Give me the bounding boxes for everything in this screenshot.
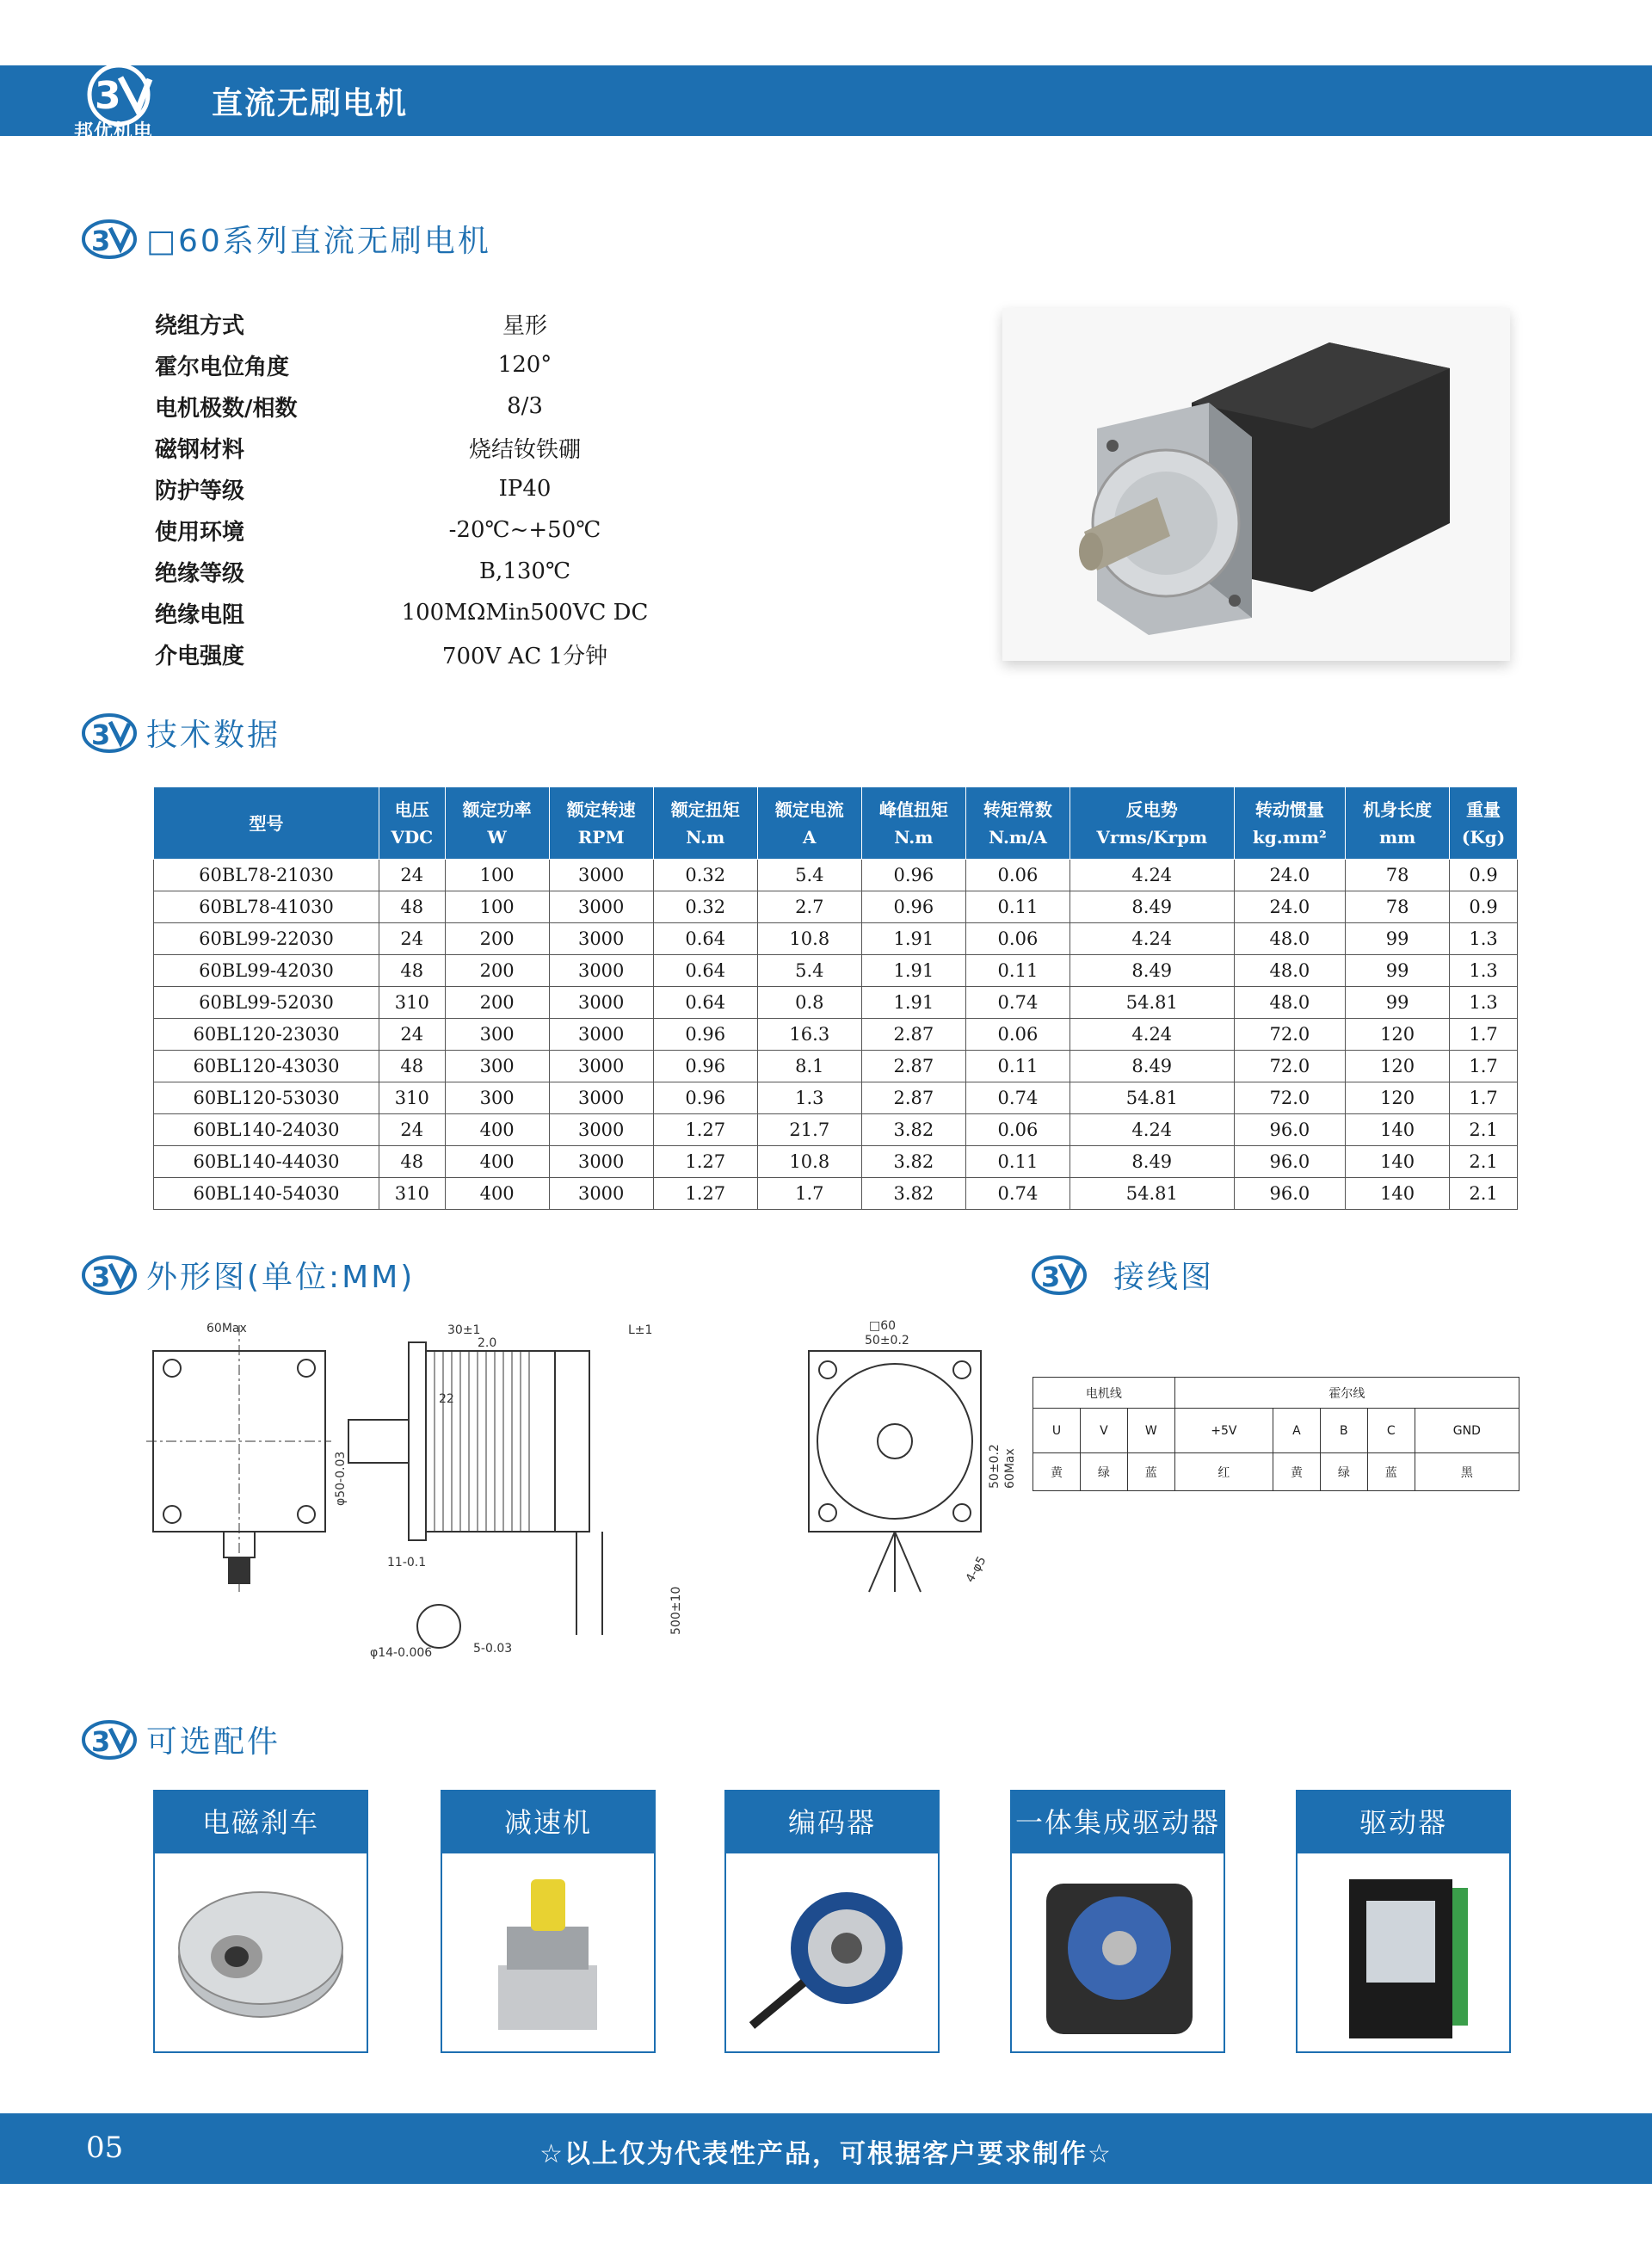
table-cell: 3000	[549, 987, 653, 1019]
table-cell: 0.11	[965, 891, 1069, 923]
logo-icon	[1029, 1254, 1089, 1297]
table-cell: 72.0	[1234, 1051, 1345, 1082]
table-cell: 3000	[549, 923, 653, 955]
table-cell: 96.0	[1234, 1146, 1345, 1178]
table-cell: 54.81	[1069, 1082, 1234, 1114]
table-header-cell: 转动惯量 kg.mm²	[1234, 787, 1345, 860]
section-title-series: 3 □60系列直流无刷电机	[79, 217, 491, 261]
table-cell: 1.7	[757, 1178, 861, 1210]
motor-image	[1002, 308, 1510, 661]
spec-row: 介电强度 700V AC 1分钟	[155, 643, 608, 669]
table-cell: 400	[445, 1178, 549, 1210]
accessory-card-encoder[interactable]: 编码器	[724, 1790, 940, 2053]
table-cell: 310	[379, 1082, 446, 1114]
table-cell: 3000	[549, 1178, 653, 1210]
table-cell: 200	[445, 923, 549, 955]
dim-30: 30±1	[447, 1323, 481, 1337]
table-cell: 24.0	[1234, 860, 1345, 891]
table-cell: 0.11	[965, 1051, 1069, 1082]
table-cell: 3000	[549, 1051, 653, 1082]
wiring-color: 绿	[1320, 1453, 1367, 1491]
table-header-cell: 峰值扭矩 N.m	[861, 787, 965, 860]
table-cell: 60BL99-22030	[154, 923, 379, 955]
dim-60y: 60Max	[1003, 1448, 1017, 1489]
table-cell: 400	[445, 1114, 549, 1146]
table-cell: 300	[445, 1019, 549, 1051]
svg-text:3: 3	[91, 718, 111, 751]
table-cell: 48.0	[1234, 955, 1345, 987]
table-cell: 4.24	[1069, 1114, 1234, 1146]
table-cell: 48.0	[1234, 923, 1345, 955]
table-cell: 60BL140-54030	[154, 1178, 379, 1210]
table-cell: 60BL99-52030	[154, 987, 379, 1019]
footer-note: ☆以上仅为代表性产品，可根据客户要求制作☆	[539, 2139, 1113, 2169]
wiring-pin: W	[1127, 1409, 1174, 1453]
table-cell: 99	[1346, 987, 1450, 1019]
table-cell: 48	[379, 1051, 446, 1082]
table-cell: 10.8	[757, 1146, 861, 1178]
dim-50: φ50-0.03	[334, 1451, 348, 1506]
spec-row: 绝缘电阻 100MΩMin500VC DC	[155, 600, 649, 628]
svg-text:3: 3	[1041, 1260, 1061, 1293]
table-cell: 3000	[549, 891, 653, 923]
table-cell: 0.74	[965, 1178, 1069, 1210]
wiring-pin: V	[1080, 1409, 1127, 1453]
spec-row: 磁钢材料 烧结钕铁硼	[155, 436, 581, 463]
spec-row: 绕组方式 星形	[155, 312, 547, 339]
driver-image	[1298, 1853, 1509, 2051]
wiring-pin: +5V	[1174, 1409, 1273, 1453]
table-cell: 3000	[549, 1082, 653, 1114]
table-cell: 1.7	[1450, 1082, 1518, 1114]
table-cell: 4.24	[1069, 1019, 1234, 1051]
dim-14: φ14-0.006	[370, 1646, 433, 1660]
table-cell: 0.32	[653, 860, 757, 891]
table-cell: 2.1	[1450, 1146, 1518, 1178]
table-cell: 60BL140-44030	[154, 1146, 379, 1178]
table-cell: 99	[1346, 955, 1450, 987]
table-cell: 8.49	[1069, 891, 1234, 923]
table-cell: 60BL120-53030	[154, 1082, 379, 1114]
table-cell: 3.82	[861, 1178, 965, 1210]
table-cell: 0.06	[965, 860, 1069, 891]
wiring-color: 黄	[1033, 1453, 1081, 1491]
table-row	[154, 987, 1518, 1019]
wiring-color: 蓝	[1367, 1453, 1415, 1491]
table-cell: 8.49	[1069, 1146, 1234, 1178]
table-cell: 16.3	[757, 1019, 861, 1051]
table-cell: 2.7	[757, 891, 861, 923]
table-cell: 1.27	[653, 1178, 757, 1210]
accessory-card-gearbox[interactable]: 减速机	[441, 1790, 656, 2053]
table-cell: 120	[1346, 1051, 1450, 1082]
table-cell: 1.7	[1450, 1051, 1518, 1082]
spec-table	[155, 303, 671, 675]
table-cell: 8.1	[757, 1051, 861, 1082]
table-row	[154, 1146, 1518, 1178]
table-cell: 24	[379, 860, 446, 891]
table-cell: 1.3	[757, 1082, 861, 1114]
spec-row: 防护等级 IP40	[155, 476, 552, 504]
table-header-cell: 重量 (Kg)	[1450, 787, 1518, 860]
table-cell: 300	[445, 1051, 549, 1082]
table-cell: 8.49	[1069, 955, 1234, 987]
table-cell: 0.9	[1450, 860, 1518, 891]
table-cell: 78	[1346, 860, 1450, 891]
table-cell: 1.91	[861, 955, 965, 987]
dim-L: L±1	[628, 1323, 653, 1337]
wiring-pin: B	[1320, 1409, 1367, 1453]
table-row	[154, 923, 1518, 955]
table-cell: 310	[379, 987, 446, 1019]
table-cell: 0.64	[653, 987, 757, 1019]
tech-data-table	[153, 786, 1518, 1210]
table-cell: 0.74	[965, 1082, 1069, 1114]
svg-text:3: 3	[91, 224, 111, 257]
header-title: 直流无刷电机	[212, 86, 409, 121]
table-cell: 200	[445, 955, 549, 987]
table-cell: 60BL99-42030	[154, 955, 379, 987]
table-cell: 1.3	[1450, 955, 1518, 987]
table-cell: 24	[379, 1114, 446, 1146]
spec-row: 霍尔电位角度 120°	[155, 352, 552, 380]
table-cell: 2.87	[861, 1051, 965, 1082]
table-cell: 1.7	[1450, 1019, 1518, 1051]
table-cell: 120	[1346, 1019, 1450, 1051]
table-cell: 3000	[549, 1146, 653, 1178]
table-row	[154, 1051, 1518, 1082]
spec-row: 绝缘等级 B,130℃	[155, 558, 571, 587]
encoder-image	[726, 1853, 938, 2051]
table-cell: 1.3	[1450, 923, 1518, 955]
dim-22: 22	[439, 1392, 454, 1406]
table-header-cell: 型号	[154, 787, 379, 860]
table-cell: 96.0	[1234, 1114, 1345, 1146]
accessory-card-driver[interactable]: 驱动器	[1296, 1790, 1511, 2053]
table-row	[154, 1114, 1518, 1146]
table-cell: 60BL120-23030	[154, 1019, 379, 1051]
wiring-color: 绿	[1080, 1453, 1127, 1491]
table-cell: 48	[379, 955, 446, 987]
spec-row: 电机极数/相数 8/3	[155, 393, 543, 422]
table-cell: 1.91	[861, 923, 965, 955]
table-header-cell: 电压 VDC	[379, 787, 446, 860]
wiring-pin: C	[1367, 1409, 1415, 1453]
table-cell: 3.82	[861, 1146, 965, 1178]
table-cell: 0.06	[965, 1019, 1069, 1051]
table-cell: 10.8	[757, 923, 861, 955]
wiring-color: 黄	[1273, 1453, 1321, 1491]
table-cell: 72.0	[1234, 1082, 1345, 1114]
table-cell: 1.27	[653, 1146, 757, 1178]
table-cell: 0.9	[1450, 891, 1518, 923]
wiring-pin: GND	[1415, 1409, 1519, 1453]
svg-text:3: 3	[91, 1724, 111, 1758]
table-cell: 60BL78-21030	[154, 860, 379, 891]
table-cell: 4.24	[1069, 860, 1234, 891]
table-cell: 140	[1346, 1114, 1450, 1146]
table-cell: 24.0	[1234, 891, 1345, 923]
page-number: 05	[86, 2131, 124, 2165]
table-header-cell: 额定功率 W	[445, 787, 549, 860]
table-cell: 0.8	[757, 987, 861, 1019]
dim-50x: 50±0.2	[865, 1334, 909, 1348]
table-cell: 140	[1346, 1146, 1450, 1178]
table-cell: 100	[445, 891, 549, 923]
table-row	[154, 1082, 1518, 1114]
wiring-color: 红	[1174, 1453, 1273, 1491]
table-cell: 99	[1346, 923, 1450, 955]
table-cell: 96.0	[1234, 1178, 1345, 1210]
motor-photo	[1002, 308, 1510, 661]
table-header-cell: 额定扭矩 N.m	[653, 787, 757, 860]
table-cell: 0.06	[965, 923, 1069, 955]
table-cell: 0.96	[653, 1082, 757, 1114]
logo-text: 邦优机电	[74, 121, 154, 143]
table-row	[154, 955, 1518, 987]
table-cell: 120	[1346, 1082, 1450, 1114]
table-cell: 0.06	[965, 1114, 1069, 1146]
table-cell: 0.96	[861, 860, 965, 891]
table-cell: 8.49	[1069, 1051, 1234, 1082]
table-cell: 0.11	[965, 1146, 1069, 1178]
table-cell: 0.11	[965, 955, 1069, 987]
integrated-driver-image	[1012, 1853, 1224, 2051]
table-cell: 4.24	[1069, 923, 1234, 955]
table-cell: 0.74	[965, 987, 1069, 1019]
wiring-pin: A	[1273, 1409, 1321, 1453]
logo-icon	[79, 1718, 139, 1761]
table-cell: 1.27	[653, 1114, 757, 1146]
dim-500: 500±10	[669, 1586, 683, 1635]
table-cell: 54.81	[1069, 1178, 1234, 1210]
table-cell: 140	[1346, 1178, 1450, 1210]
table-cell: 48.0	[1234, 987, 1345, 1019]
table-cell: 5.4	[757, 955, 861, 987]
table-cell: 72.0	[1234, 1019, 1345, 1051]
gearbox-image	[442, 1853, 654, 2051]
table-cell: 100	[445, 860, 549, 891]
table-cell: 54.81	[1069, 987, 1234, 1019]
table-cell: 3000	[549, 1019, 653, 1051]
table-cell: 24	[379, 1019, 446, 1051]
dim-5: 5-0.03	[473, 1642, 513, 1656]
svg-text:3: 3	[95, 74, 121, 118]
dim-sq60: □60	[869, 1319, 897, 1333]
dim-45: 4-φ5	[963, 1554, 989, 1585]
dim-50y: 50±0.2	[988, 1444, 1002, 1489]
table-header-row	[154, 787, 1518, 860]
dim-2: 2.0	[478, 1336, 497, 1350]
table-cell: 0.64	[653, 923, 757, 955]
table-cell: 3.82	[861, 1114, 965, 1146]
table-row	[154, 891, 1518, 923]
table-row	[154, 1019, 1518, 1051]
table-cell: 1.91	[861, 987, 965, 1019]
table-header-cell: 额定转速 RPM	[549, 787, 653, 860]
table-cell: 0.96	[653, 1019, 757, 1051]
table-cell: 5.4	[757, 860, 861, 891]
table-cell: 0.96	[653, 1051, 757, 1082]
table-cell: 2.87	[861, 1019, 965, 1051]
table-cell: 60BL120-43030	[154, 1051, 379, 1082]
section-title-tech: 3 技术数据	[79, 711, 280, 755]
brake-image	[155, 1853, 367, 2051]
section-title-accessories: 3 可选配件	[79, 1718, 280, 1761]
table-header-cell: 反电势 Vrms/Krpm	[1069, 787, 1234, 860]
table-cell: 21.7	[757, 1114, 861, 1146]
table-cell: 0.32	[653, 891, 757, 923]
table-cell: 0.96	[861, 891, 965, 923]
section-title-outline: 3 外形图(单位:MM)	[79, 1253, 415, 1297]
table-row	[154, 860, 1518, 891]
table-cell: 2.87	[861, 1082, 965, 1114]
logo-icon	[79, 218, 139, 261]
accessory-card-integrated-driver[interactable]: 一体集成驱动器	[1010, 1790, 1225, 2053]
table-row	[154, 1178, 1518, 1210]
table-cell: 24	[379, 923, 446, 955]
table-header-cell: 额定电流 A	[757, 787, 861, 860]
table-cell: 1.3	[1450, 987, 1518, 1019]
wiring-color: 蓝	[1127, 1453, 1174, 1491]
table-cell: 48	[379, 1146, 446, 1178]
table-cell: 310	[379, 1178, 446, 1210]
accessory-card-brake[interactable]: 电磁刹车	[153, 1790, 368, 2053]
table-cell: 200	[445, 987, 549, 1019]
svg-text:3: 3	[91, 1260, 111, 1293]
table-cell: 3000	[549, 955, 653, 987]
table-cell: 400	[445, 1146, 549, 1178]
spec-row: 使用环境 -20℃~+50℃	[155, 517, 601, 546]
logo-icon	[79, 1254, 139, 1297]
table-cell: 60BL78-41030	[154, 891, 379, 923]
wiring-color: 黑	[1415, 1453, 1519, 1491]
dim-width60: 60Max	[206, 1322, 247, 1335]
table-header-cell: 转矩常数 N.m/A	[965, 787, 1069, 860]
table-cell: 300	[445, 1082, 549, 1114]
table-cell: 0.64	[653, 955, 757, 987]
section-title-wiring: 3 接线图	[1029, 1253, 1214, 1297]
table-cell: 2.1	[1450, 1178, 1518, 1210]
table-cell: 3000	[549, 1114, 653, 1146]
table-cell: 3000	[549, 860, 653, 891]
table-cell: 78	[1346, 891, 1450, 923]
wiring-table: 电机线 霍尔线 U V W +5V A B C GND 黄 绿 蓝 红 黄 绿 蓝 黑	[1032, 1377, 1519, 1491]
dim-11: 11-0.1	[387, 1556, 427, 1570]
table-cell: 48	[379, 891, 446, 923]
logo-icon	[79, 712, 139, 755]
outline-drawing	[146, 1308, 1017, 1661]
wiring-pin: U	[1033, 1409, 1081, 1453]
table-cell: 2.1	[1450, 1114, 1518, 1146]
table-header-cell: 机身长度 mm	[1346, 787, 1450, 860]
table-cell: 60BL140-24030	[154, 1114, 379, 1146]
